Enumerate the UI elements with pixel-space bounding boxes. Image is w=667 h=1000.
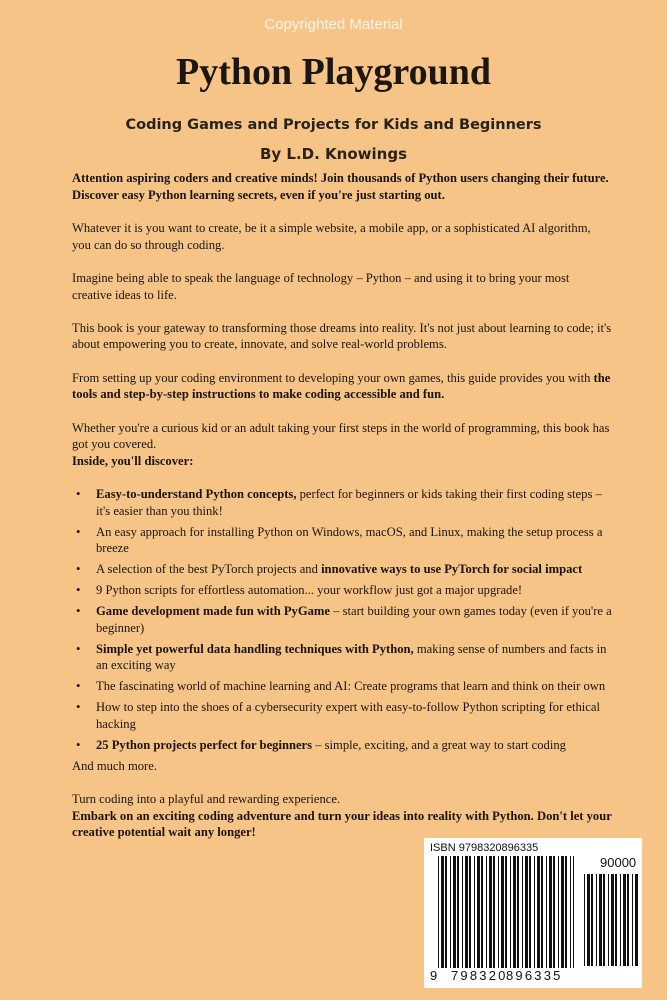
list-item (72, 641, 612, 674)
barcode-bar (477, 856, 480, 968)
bullet-icon: • (76, 583, 81, 598)
barcode-bar (573, 856, 574, 968)
barcode-bar (627, 874, 629, 966)
feature-bold: Simple yet powerful data handling techniques with Python, (96, 641, 414, 656)
paragraph-whether: Whether you're a curious kid or an adult taking your first steps in the world of programming, this book has got you covered. (72, 420, 610, 452)
barcode-bar (615, 874, 617, 966)
feature-list (72, 486, 612, 753)
barcode-bar (561, 856, 564, 968)
barcode-bar (510, 856, 511, 968)
barcode-bar (462, 856, 463, 968)
barcode-bar (469, 856, 471, 968)
barcode-bar (623, 874, 626, 966)
barcode-bar (570, 856, 571, 968)
barcode-bar (565, 856, 567, 968)
copyright-watermark: Copyrighted Material (264, 16, 403, 33)
closing-plain: Turn coding into a playful and rewarding experience. (72, 791, 341, 806)
and-much-more: And much more. (72, 758, 157, 773)
barcode-bar (558, 856, 559, 968)
isbn-barcode (424, 838, 642, 988)
feature-text: – simple, exciting, and a great way to start coding (312, 737, 566, 752)
discover-label: Inside, you'll discover: (72, 453, 194, 468)
barcode-bar (453, 856, 456, 968)
feature-bold: 25 Python projects perfect for beginners (96, 737, 313, 752)
barcode-bar (465, 856, 468, 968)
barcode-bar (529, 856, 531, 968)
barcode-bar (546, 856, 547, 968)
isbn-label: ISBN 9798320896335 (430, 842, 539, 854)
list-item (72, 561, 612, 578)
feature-text: perfect for beginners or kids taking their first coding steps – it's easier than you think! (96, 487, 602, 518)
barcode-bar (591, 874, 593, 966)
paragraph-imagine: Imagine being able to speak the language of technology – Python – and using it to bring your most creative ideas to life. (72, 270, 570, 302)
price-code: 90000 (600, 855, 637, 870)
paragraph-create: Whatever it is you want to create, be it a simple website, a mobile app, or a sophisticated AI algorithm, you can do so through coding. (72, 220, 591, 252)
barcode-bar (474, 856, 475, 968)
barcode-bar (493, 856, 495, 968)
barcode-bar (438, 856, 439, 968)
setup-plain-text: From setting up your coding environment to developing your own games, this guide provides you with (72, 370, 591, 385)
book-subtitle: Coding Games and Projects for Kids and Beginners (125, 117, 542, 133)
paragraph-setup (72, 370, 612, 403)
barcode-bar (534, 856, 535, 968)
list-item (72, 699, 612, 732)
list-item (72, 582, 612, 599)
bullet-icon: • (76, 487, 81, 502)
barcode-bar (481, 856, 483, 968)
barcode-bar (486, 856, 487, 968)
barcode-bar (596, 874, 597, 966)
paragraph-gateway: This book is your gateway to transforming those dreams into reality. It's not just about learning to code; it's about empowering you to create, innovate, and solve real-world problems. (72, 320, 612, 352)
feature-bold: innovative ways to use PyTorch for social impact (321, 562, 583, 577)
book-author: By L.D. Knowings (259, 145, 407, 163)
isbn-digit-group-2: 896335 (506, 968, 563, 983)
feature-text: How to step into the shoes of a cybersecurity expert with easy-to-follow Python scripting for ethical hacking (96, 700, 600, 731)
bullet-icon: • (76, 562, 81, 577)
bullet-icon: • (76, 524, 81, 539)
barcode-bar (501, 856, 504, 968)
bullet-icon: • (76, 604, 81, 619)
feature-text: making sense of numbers and facts in an exciting way (96, 641, 607, 673)
bullet-icon: • (76, 737, 81, 752)
barcode-bar (445, 856, 447, 968)
barcode-bar (553, 856, 555, 968)
intro-paragraph (72, 170, 612, 203)
barcode-bar (498, 856, 499, 968)
feature-bold: Easy-to-understand Python concepts, (96, 487, 297, 502)
list-item (72, 486, 612, 519)
feature-text: 9 Python scripts for effortless automation... your workflow just got a major upgrade! (96, 583, 523, 598)
barcode-bar (457, 856, 459, 968)
bullet-icon: • (76, 679, 81, 694)
barcode-bar (537, 856, 540, 968)
setup-bold-text: the tools and step-by-step instructions to make coding accessible and fun. (72, 370, 611, 402)
list-item (72, 678, 612, 695)
back-cover-blurb (72, 170, 612, 857)
barcode-bar (517, 856, 519, 968)
closing-bold: Embark on an exciting coding adventure and turn your ideas into reality with Python. Don't let your creative potential wait any longer! (72, 808, 612, 840)
isbn-digit-lead: 9 (430, 968, 438, 983)
barcode-bar (549, 856, 552, 968)
feature-text: A selection of the best PyTorch projects and (96, 562, 322, 577)
barcode-bar (620, 874, 621, 966)
feature-text: The fascinating world of machine learning and AI: Create programs that learn and think on their own (96, 679, 606, 694)
barcode-bar (587, 874, 590, 966)
feature-bold: Game development made fun with PyGame (96, 604, 331, 619)
barcode-bar (450, 856, 451, 968)
barcode-bar (635, 874, 638, 966)
list-item (72, 737, 612, 754)
barcode-bar (441, 856, 444, 968)
intro-bold-text: Attention aspiring coders and creative minds! Join thousands of Python users changing their future. Discover easy Python learning secrets, even if you're just starting out. (72, 171, 609, 202)
book-title: Python Playground (176, 51, 491, 93)
barcode-bar (603, 874, 605, 966)
feature-text: An easy approach for installing Python on Windows, macOS, and Linux, making the setup process a breeze (96, 524, 603, 556)
barcode-bar (489, 856, 492, 968)
feature-text: – start building your own games today (even if you're a beginner) (96, 604, 612, 635)
list-item (72, 603, 612, 636)
isbn-digit-group-1: 798320 (451, 968, 508, 983)
barcode-bar (525, 856, 528, 968)
barcode-bar (505, 856, 507, 968)
barcode-bar (584, 874, 585, 966)
barcode-bar (632, 874, 633, 966)
barcode-bar (599, 874, 602, 966)
barcode-bar (541, 856, 543, 968)
closing-bold-paragraph (72, 808, 612, 841)
bullet-icon: • (76, 700, 81, 715)
barcode-bar (611, 874, 614, 966)
barcode-bar (608, 874, 609, 966)
list-item (72, 524, 612, 557)
barcode-bar (522, 856, 523, 968)
barcode-bar (513, 856, 516, 968)
bullet-icon: • (76, 641, 81, 656)
